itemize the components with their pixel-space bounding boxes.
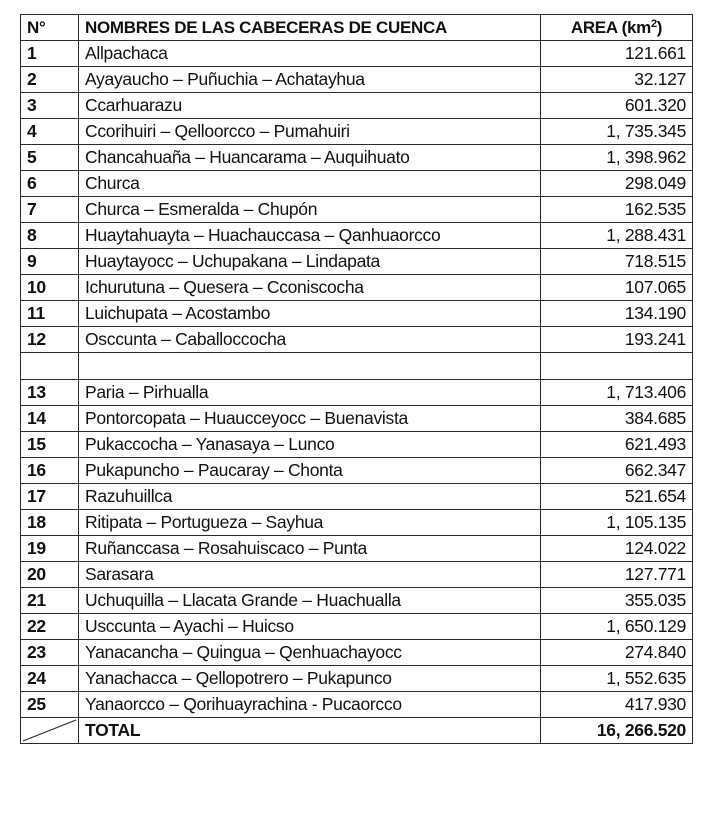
header-number: N°	[21, 15, 79, 41]
diagonal-cell	[21, 718, 79, 744]
table-row	[21, 614, 693, 640]
row-basin-name: Ccorihuiri – Qelloorcco – Pumahuiri	[79, 119, 541, 145]
spacer-cell	[541, 353, 693, 380]
row-area: 718.515	[541, 249, 693, 275]
table-body-bottom	[21, 380, 693, 718]
row-basin-name: Huaytayocc – Uchupakana – Lindapata	[79, 249, 541, 275]
row-area: 274.840	[541, 640, 693, 666]
row-area: 124.022	[541, 536, 693, 562]
header-area-exponent: 2	[650, 18, 657, 30]
table-row	[21, 119, 693, 145]
row-basin-name: Churca	[79, 171, 541, 197]
table-row	[21, 484, 693, 510]
row-number: 22	[21, 614, 79, 640]
row-area: 621.493	[541, 432, 693, 458]
row-number: 11	[21, 301, 79, 327]
row-number: 7	[21, 197, 79, 223]
row-number: 21	[21, 588, 79, 614]
row-area: 355.035	[541, 588, 693, 614]
row-basin-name: Ayayaucho – Puñuchia – Achatayhua	[79, 67, 541, 93]
row-basin-name: Luichupata – Acostambo	[79, 301, 541, 327]
row-number: 6	[21, 171, 79, 197]
row-basin-name: Osccunta – Caballoccocha	[79, 327, 541, 353]
row-area: 1, 713.406	[541, 380, 693, 406]
total-row	[21, 718, 693, 744]
row-number: 20	[21, 562, 79, 588]
row-basin-name: Yanacancha – Quingua – Qenhuachayocc	[79, 640, 541, 666]
row-basin-name: Usccunta – Ayachi – Huicso	[79, 614, 541, 640]
header-area-label: AREA (km	[570, 18, 651, 37]
row-basin-name: Paria – Pirhualla	[79, 380, 541, 406]
row-number: 15	[21, 432, 79, 458]
basin-headwaters-table	[20, 14, 693, 744]
row-number: 24	[21, 666, 79, 692]
row-area: 193.241	[541, 327, 693, 353]
header-area	[541, 15, 693, 41]
row-basin-name: Pukaccocha – Yanasaya – Lunco	[79, 432, 541, 458]
row-number: 13	[21, 380, 79, 406]
table-row	[21, 223, 693, 249]
table-row	[21, 380, 693, 406]
row-number: 10	[21, 275, 79, 301]
row-area: 521.654	[541, 484, 693, 510]
table-row	[21, 145, 693, 171]
row-basin-name: Uchuquilla – Llacata Grande – Huachualla	[79, 588, 541, 614]
table-row	[21, 249, 693, 275]
table-header-row	[21, 15, 693, 41]
table-row	[21, 301, 693, 327]
row-number: 5	[21, 145, 79, 171]
table-row	[21, 93, 693, 119]
row-area: 1, 735.345	[541, 119, 693, 145]
table-row	[21, 536, 693, 562]
row-number: 4	[21, 119, 79, 145]
row-basin-name: Ichurutuna – Quesera – Cconiscocha	[79, 275, 541, 301]
table-spacer	[21, 353, 693, 380]
row-number: 25	[21, 692, 79, 718]
row-basin-name: Ccarhuarazu	[79, 93, 541, 119]
row-basin-name: Pontorcopata – Huaucceyocc – Buenavista	[79, 406, 541, 432]
row-area: 417.930	[541, 692, 693, 718]
row-number: 9	[21, 249, 79, 275]
row-basin-name: Sarasara	[79, 562, 541, 588]
row-area: 1, 398.962	[541, 145, 693, 171]
table-row	[21, 41, 693, 67]
row-number: 2	[21, 67, 79, 93]
table-row	[21, 171, 693, 197]
row-area: 1, 105.135	[541, 510, 693, 536]
table-row	[21, 666, 693, 692]
row-basin-name: Yanachacca – Qellopotrero – Pukapunco	[79, 666, 541, 692]
table-row	[21, 562, 693, 588]
table-row	[21, 640, 693, 666]
table-row	[21, 692, 693, 718]
spacer-cell	[21, 353, 79, 380]
row-basin-name: Ritipata – Portugueza – Sayhua	[79, 510, 541, 536]
row-area: 107.065	[541, 275, 693, 301]
total-label: TOTAL	[79, 718, 541, 744]
table-row	[21, 275, 693, 301]
document-page	[20, 14, 693, 744]
row-area: 162.535	[541, 197, 693, 223]
row-number: 16	[21, 458, 79, 484]
header-basin-name: NOMBRES DE LAS CABECERAS DE CUENCA	[79, 15, 541, 41]
row-area: 32.127	[541, 67, 693, 93]
row-area: 1, 288.431	[541, 223, 693, 249]
spacer-cell	[79, 353, 541, 380]
row-area: 601.320	[541, 93, 693, 119]
row-basin-name: Huaytahuayta – Huachauccasa – Qanhuaorcco	[79, 223, 541, 249]
row-number: 3	[21, 93, 79, 119]
row-area: 1, 650.129	[541, 614, 693, 640]
row-area: 384.685	[541, 406, 693, 432]
spacer-row	[21, 353, 693, 380]
row-basin-name: Pukapuncho – Paucaray – Chonta	[79, 458, 541, 484]
row-basin-name: Churca – Esmeralda – Chupón	[79, 197, 541, 223]
table-row	[21, 197, 693, 223]
row-area: 662.347	[541, 458, 693, 484]
diagonal-line-icon	[21, 718, 78, 743]
header-area-close: )	[656, 18, 663, 37]
row-number: 12	[21, 327, 79, 353]
row-area: 1, 552.635	[541, 666, 693, 692]
row-number: 23	[21, 640, 79, 666]
row-number: 19	[21, 536, 79, 562]
table-row	[21, 510, 693, 536]
row-basin-name: Razuhuillca	[79, 484, 541, 510]
row-area: 121.661	[541, 41, 693, 67]
row-basin-name: Allpachaca	[79, 41, 541, 67]
row-number: 17	[21, 484, 79, 510]
table-row	[21, 327, 693, 353]
row-basin-name: Chancahuaña – Huancarama – Auquihuato	[79, 145, 541, 171]
row-area: 127.771	[541, 562, 693, 588]
row-basin-name: Yanaorcco – Qorihuayrachina - Pucaorcco	[79, 692, 541, 718]
table-row	[21, 588, 693, 614]
row-number: 8	[21, 223, 79, 249]
row-number: 18	[21, 510, 79, 536]
row-basin-name: Ruñanccasa – Rosahuiscaco – Punta	[79, 536, 541, 562]
table-row	[21, 432, 693, 458]
row-number: 14	[21, 406, 79, 432]
table-row	[21, 406, 693, 432]
table-row	[21, 458, 693, 484]
row-area: 134.190	[541, 301, 693, 327]
row-area: 298.049	[541, 171, 693, 197]
table-row	[21, 67, 693, 93]
row-number: 1	[21, 41, 79, 67]
table-body-top	[21, 41, 693, 353]
total-area: 16, 266.520	[541, 718, 693, 744]
